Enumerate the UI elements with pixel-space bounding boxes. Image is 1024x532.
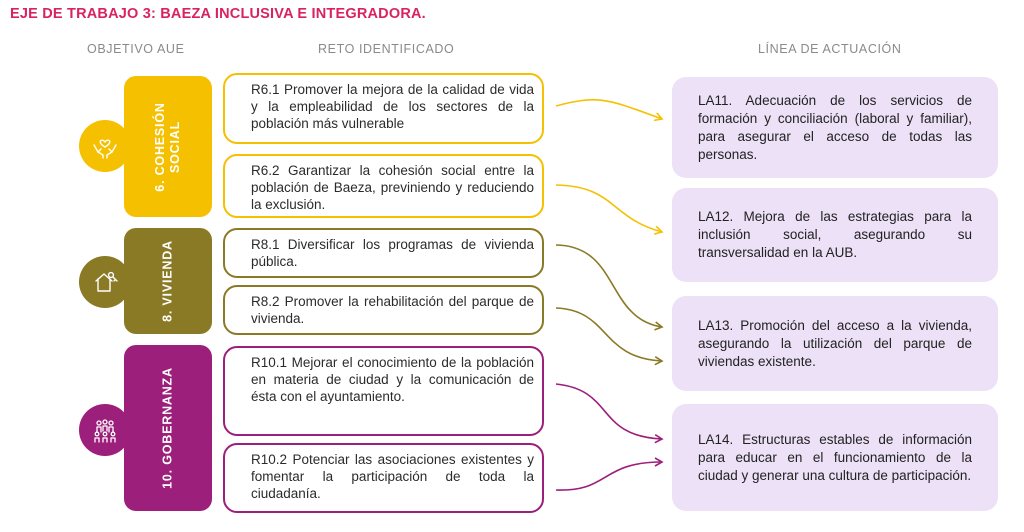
objetivo-cohesion-social xyxy=(124,76,212,217)
objetivo-label: 10. GOBERNANZA xyxy=(160,367,175,489)
objetivo-label: 8. VIVIENDA xyxy=(160,240,175,322)
linea-la14: LA14. Estructuras estables de información para educar en el funcionamiento de la ciudad y generar una cultura de participación. xyxy=(672,404,998,511)
house-key-icon xyxy=(79,256,131,308)
reto-r6-1: R6.1 Promover la mejora de la calidad de vida y la empleabilidad de los sectores de la población más vulnerable xyxy=(223,73,544,144)
header-linea: LÍNEA DE ACTUACIÓN xyxy=(758,42,902,56)
objetivo-vivienda xyxy=(124,228,212,334)
header-objetivo: OBJETIVO AUE xyxy=(87,42,185,56)
hands-heart-icon xyxy=(79,120,131,172)
page-title: EJE DE TRABAJO 3: BAEZA INCLUSIVA E INTEGRADORA. xyxy=(10,6,426,22)
arrow-r81-la13 xyxy=(556,245,662,327)
linea-la12: LA12. Mejora de las estrategias para la inclusión social, asegurando su transversalidad en la AUB. xyxy=(672,188,998,282)
arrow-r62-la12 xyxy=(556,185,662,232)
arrow-r82-la13 xyxy=(556,308,662,361)
header-reto: RETO IDENTIFICADO xyxy=(318,42,455,56)
arrow-r102-la14 xyxy=(556,462,662,490)
linea-la11: LA11. Adecuación de los servicios de formación y conciliación (laboral y familiar), para asegurar el acceso de todas las personas. xyxy=(672,77,998,178)
objetivo-label: 6. COHESIÓN SOCIAL xyxy=(153,101,182,192)
reto-r8-2: R8.2 Promover la rehabilitación del parque de vivienda. xyxy=(223,285,544,335)
reto-r6-2: R6.2 Garantizar la cohesión social entre la población de Baeza, previniendo y reduciendo la exclusión. xyxy=(223,154,544,218)
people-group-icon xyxy=(79,404,131,456)
reto-r8-1: R8.1 Diversificar los programas de vivienda pública. xyxy=(223,228,544,278)
arrow-r61-la11 xyxy=(556,100,662,119)
objetivo-gobernanza xyxy=(124,345,212,511)
reto-r10-2: R10.2 Potenciar las asociaciones existentes y fomentar la participación de toda la ciudadanía. xyxy=(223,443,544,513)
linea-la13: LA13. Promoción del acceso a la vivienda, asegurando la utilización del parque de viviendas existente. xyxy=(672,296,998,391)
arrow-r101-la14 xyxy=(556,384,662,439)
reto-r10-1: R10.1 Mejorar el conocimiento de la población en materia de ciudad y la comunicación de ésta con el ayuntamiento. xyxy=(223,346,544,436)
